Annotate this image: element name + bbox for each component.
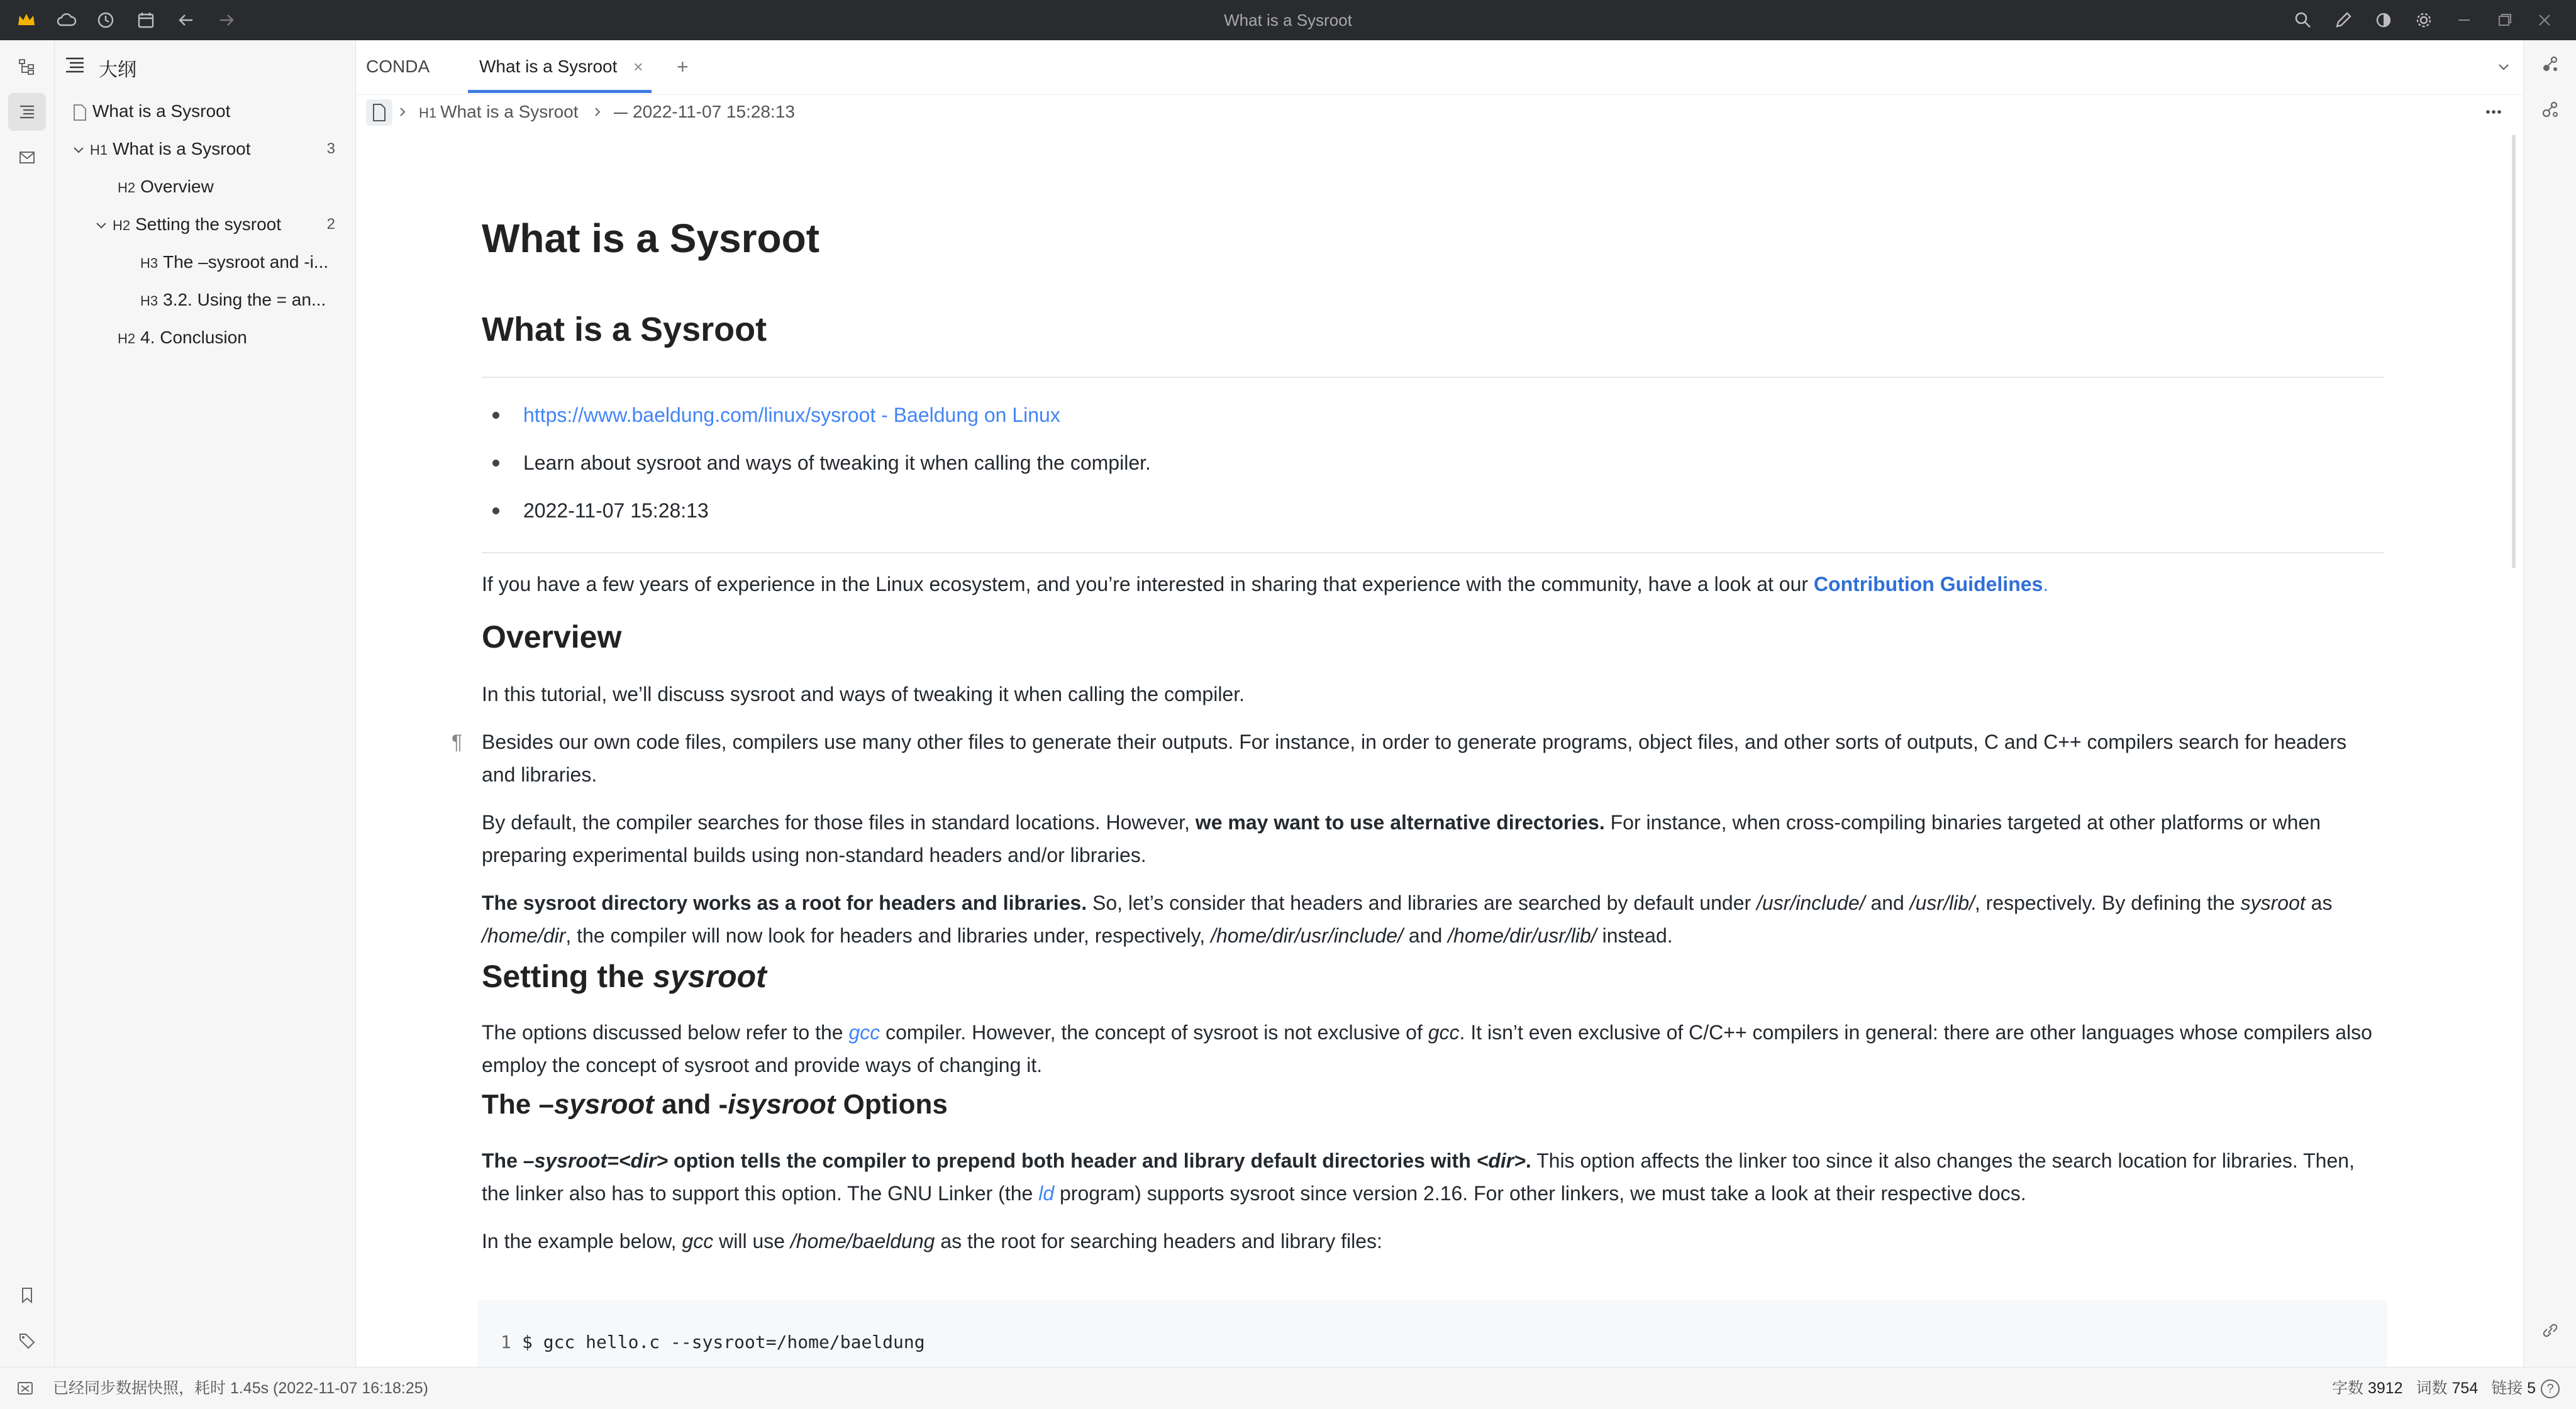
editor-scrollbar[interactable] [2512, 135, 2516, 568]
heading-overview: Overview [482, 619, 622, 655]
bookmark-button[interactable] [8, 1276, 46, 1314]
left-dock [0, 40, 55, 1367]
calendar-icon[interactable] [135, 9, 157, 31]
outline-title: 大纲 [99, 60, 136, 80]
heading-level-badge: H2 [118, 180, 136, 196]
chevron-right-icon [591, 106, 604, 118]
paragraph-dash-icon [614, 113, 628, 114]
overview-paragraph-1: In this tutorial, we’ll discuss sysroot and ways of tweaking it when calling the compiler. [482, 683, 1245, 705]
heading-level-badge: H3 [140, 293, 158, 309]
sync-icon[interactable] [16, 1379, 34, 1397]
title-bar [0, 0, 2576, 40]
outline-item-setting-sysroot[interactable] [94, 207, 335, 242]
setting-paragraph: The options discussed below refer to the gcc compiler. However, the concept of sysroot is not exclusive of gcc. It isn’t even exclusive of C/C++ compilers in general: there are other languages whose compilers also employ the concept of sysroot and provide ways of changing it. [482, 1021, 2372, 1076]
tab-what-is-a-sysroot[interactable] [468, 40, 652, 93]
restore-icon[interactable] [2493, 9, 2516, 31]
bookmark-icon [18, 1286, 36, 1305]
section-divider [482, 552, 2384, 553]
outline-item-label: Setting the sysroot [135, 214, 282, 234]
outline-item-label: 4. Conclusion [140, 328, 247, 347]
tab-bar [356, 40, 2523, 95]
document-icon [371, 103, 387, 122]
outline-item-count: 3 [326, 140, 335, 157]
outline-title-icon [64, 54, 86, 77]
options-paragraph-1: The –sysroot=<dir> option tells the compiler to prepend both header and library default directories with <dir>. This option affects the linker too since it also changes the search location for libraries. Then, the linker also has to support this option. The GNU Linker (the ld program) supports sysroot since version 2.16. For other linkers, we must take a look at their respective docs. [482, 1149, 2355, 1205]
mail-icon [18, 148, 36, 167]
help-icon[interactable]: ? [2541, 1379, 2560, 1398]
overview-paragraph-4: The sysroot directory works as a root for headers and libraries. So, let’s consider that headers and libraries are searched by default under /usr/include/ and /usr/lib/, respectively. By defining the sysroot as /home/dir, the compiler will now look for headers and libraries under, respectively, /home/dir/usr/include/ and /home/dir/usr/lib/ instead. [482, 892, 2333, 947]
document-button[interactable] [366, 99, 392, 126]
paragraph-marker: ¶ [452, 731, 463, 753]
options-paragraph-2: In the example below, gcc will use /home/baeldung as the root for searching headers and library files: [482, 1230, 1382, 1252]
heading-setting-sysroot: Setting the sysroot [482, 959, 767, 994]
tab-close-icon[interactable]: × [633, 57, 643, 76]
overview-paragraph-3: By default, the compiler searches for those files in standard locations. However, we may want to use alternative directories. For instance, when cross-compiling binaries targeted at other platforms or when preparing experimental builds using non-standard headers and/or libraries. [482, 811, 2321, 866]
pencil-icon[interactable] [2332, 9, 2355, 31]
outline-item-label: The –sysroot and -i... [163, 252, 329, 272]
contrast-icon[interactable] [2372, 9, 2395, 31]
bullet-description: Learn about sysroot and ways of tweaking it when calling the compiler. [523, 451, 1151, 474]
global-graph-icon[interactable] [2540, 99, 2560, 119]
outline-item-using-equals[interactable] [140, 282, 335, 318]
bullet-date: 2022-11-07 15:28:13 [523, 499, 709, 522]
bullet-dot [492, 507, 499, 514]
heading-sysroot-options: The –sysroot and -isysroot Options [482, 1089, 948, 1120]
editor-content[interactable] [356, 130, 2523, 1367]
gcc-link[interactable]: gcc [848, 1021, 880, 1044]
inbox-button[interactable] [8, 138, 46, 176]
tab-label: CONDA [366, 57, 430, 76]
breadcrumb-paragraph[interactable] [614, 94, 795, 130]
intro-paragraph: If you have a few years of experience in the Linux ecosystem, and you’re interested in sharing that experience with the community, have a look at our Contribution Guidelines. [482, 573, 2049, 595]
chevron-down-icon[interactable] [94, 218, 109, 233]
heading-divider [482, 377, 2384, 378]
gear-icon[interactable] [2412, 9, 2435, 31]
heading-level-badge: H2 [113, 218, 131, 233]
heading-level-badge: H2 [118, 331, 136, 346]
heading-level-badge: H1 [419, 105, 437, 121]
outline-item-h1[interactable] [71, 131, 335, 167]
tag-icon [18, 1331, 36, 1350]
tab-conda[interactable] [366, 40, 430, 93]
outline-item-sysroot-options[interactable] [140, 245, 335, 280]
status-message: 已经同步数据快照，耗时 1.45s (2022-11-07 16:18:25) [53, 1379, 428, 1397]
heading-level-badge: H1 [90, 142, 108, 158]
history-icon[interactable] [94, 9, 117, 31]
outline-item-label: What is a Sysroot [113, 139, 251, 158]
code-line-number: 1 [501, 1332, 511, 1352]
bullet-dot [492, 412, 499, 419]
breadcrumb [356, 94, 2523, 130]
tab-label: What is a Sysroot [479, 57, 618, 76]
backlink-icon[interactable] [2540, 1320, 2560, 1340]
forward-arrow-icon[interactable] [215, 9, 238, 31]
source-link[interactable]: https://www.baeldung.com/linux/sysroot - Baeldung on Linux [523, 404, 1060, 426]
contribution-guidelines-link[interactable]: Contribution Guidelines [1813, 573, 2043, 595]
file-tree-icon [18, 57, 36, 76]
file-tree-button[interactable] [8, 48, 46, 86]
window-title: What is a Sysroot [1224, 11, 1352, 30]
outline-item-count: 2 [326, 216, 335, 233]
close-icon[interactable] [2533, 9, 2556, 31]
code-block[interactable] [478, 1300, 2387, 1367]
back-arrow-icon[interactable] [175, 9, 197, 31]
outline-item-label: 3.2. Using the = an... [163, 290, 326, 309]
graph-icon[interactable] [2540, 54, 2560, 74]
document-icon [72, 104, 87, 121]
outline-button[interactable] [8, 93, 46, 131]
heading-what-is-a-sysroot: What is a Sysroot [482, 311, 767, 348]
crown-icon[interactable] [15, 9, 38, 31]
outline-item-label: What is a Sysroot [92, 101, 231, 121]
outline-item-label: Overview [140, 177, 214, 196]
chevron-down-icon[interactable] [71, 143, 86, 158]
outline-panel [55, 40, 356, 1367]
overview-paragraph-2: Besides our own code files, compilers use many other files to generate their outputs. For instance, in order to generate programs, object files, and other sorts of outputs, C and C++ compilers search for headers and libraries. [482, 731, 2347, 786]
new-tab-button[interactable]: + [677, 55, 689, 78]
breadcrumb-paragraph-label: 2022-11-07 15:28:13 [633, 102, 795, 121]
doc-title: What is a Sysroot [482, 216, 819, 261]
outline-item-conclusion[interactable] [118, 320, 335, 355]
tag-button[interactable] [8, 1322, 46, 1359]
chevron-right-icon [396, 106, 409, 118]
outline-icon [18, 102, 36, 121]
chevron-down-icon[interactable] [2496, 59, 2512, 75]
code-line: $ gcc hello.c --sysroot=/home/baeldung [522, 1332, 925, 1352]
breadcrumb-heading-label: What is a Sysroot [440, 102, 579, 121]
cloud-icon[interactable] [55, 9, 78, 31]
word-count: 字数 3912 词数 754 链接 5 [2332, 1379, 2536, 1397]
search-icon[interactable] [2292, 9, 2314, 31]
heading-level-badge: H3 [140, 255, 158, 271]
status-bar [0, 1367, 2576, 1409]
outline-item-document[interactable] [72, 94, 336, 129]
right-dock [2523, 40, 2576, 1367]
breadcrumb-heading[interactable] [419, 94, 579, 130]
ld-link[interactable]: ld [1038, 1182, 1055, 1205]
outline-item-overview[interactable] [118, 169, 335, 204]
more-icon[interactable] [2484, 104, 2503, 119]
minimize-icon[interactable] [2453, 9, 2475, 31]
bullet-dot [492, 460, 499, 467]
